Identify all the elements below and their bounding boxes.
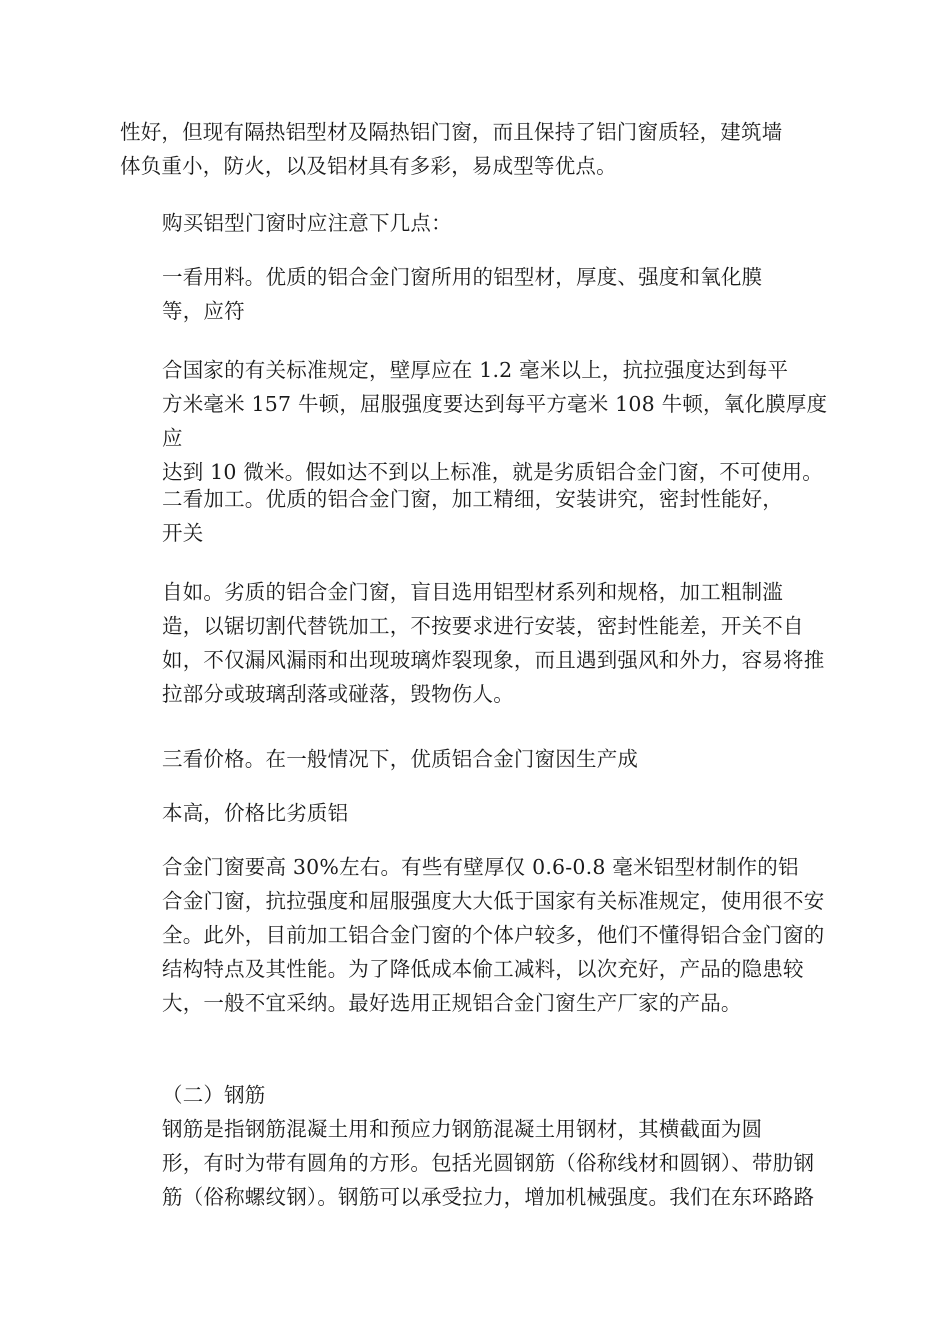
paragraph-check-price: 三看价格。在一般情况下，优质铝合金门窗因生产成 [162,747,639,771]
paragraph-continuation-insulation: 性好，但现有隔热铝型材及隔热铝门窗，而且保持了铝门窗质轻，建筑墙 体负重小，防火，以及铝材具有多彩，易成型等优点。 [120,120,783,178]
section-heading-rebar: （二）钢筋 [162,1083,266,1107]
paragraph-price-continued: 本高，价格比劣质铝 [162,801,349,825]
paragraph-processing-details: 自如。劣质的铝合金门窗，盲目选用铝型材系列和规格，加工粗制滥 造，以锯切割代替铣加工，不按要求进行安装，密封性能差，开关不自 如，不仅漏风漏雨和出现玻璃炸裂现象，而且遇到强风和外力，容易将推 拉部分或玻璃刮落或碰落，毁物伤人。 [162,580,825,706]
paragraph-check-processing: 二看加工。优质的铝合金门窗，加工精细，安装讲究，密封性能好， 开关 [162,487,783,545]
paragraph-rebar-definition: 钢筋是指钢筋混凝土用和预应力钢筋混凝土用钢材，其横截面为圆 形，有时为带有圆角的方形。包括光圆钢筋（俗称线材和圆钢）、带肋钢 筋（俗称螺纹钢）。钢筋可以承受拉力，增加机械强度。我们在东环路路 [162,1117,815,1209]
paragraph-check-materials: 一看用料。优质的铝合金门窗所用的铝型材，厚度、强度和氧化膜 等，应符 [162,265,763,323]
paragraph-price-details: 合金门窗要高 30%左右。有些有壁厚仅 0.6-0.8 毫米铝型材制作的铝 合金门窗，抗拉强度和屈服强度大大低于国家有关标准规定，使用很不安 全。此外，目前加工铝合金门窗的个体户较多，他们不懂得铝合金门窗的 结构特点及其性能。为了降低成本偷工减料，以次充好，产品的隐患较 大，一般不宜采纳。最好选用正规铝合金门窗生产厂家的产品。 [162,855,825,1015]
paragraph-purchase-tips-intro: 购买铝型门窗时应注意下几点： [162,211,452,235]
paragraph-material-standards: 合国家的有关标准规定，壁厚应在 1.2 毫米以上，抗拉强度达到每平 方米毫米 157 牛顿，屈服强度要达到每平方毫米 108 牛顿，氧化膜厚度应 达到 10 微米。假如达不到以上标准，就是劣质铝合金门窗，不可使用。 [162,358,828,484]
